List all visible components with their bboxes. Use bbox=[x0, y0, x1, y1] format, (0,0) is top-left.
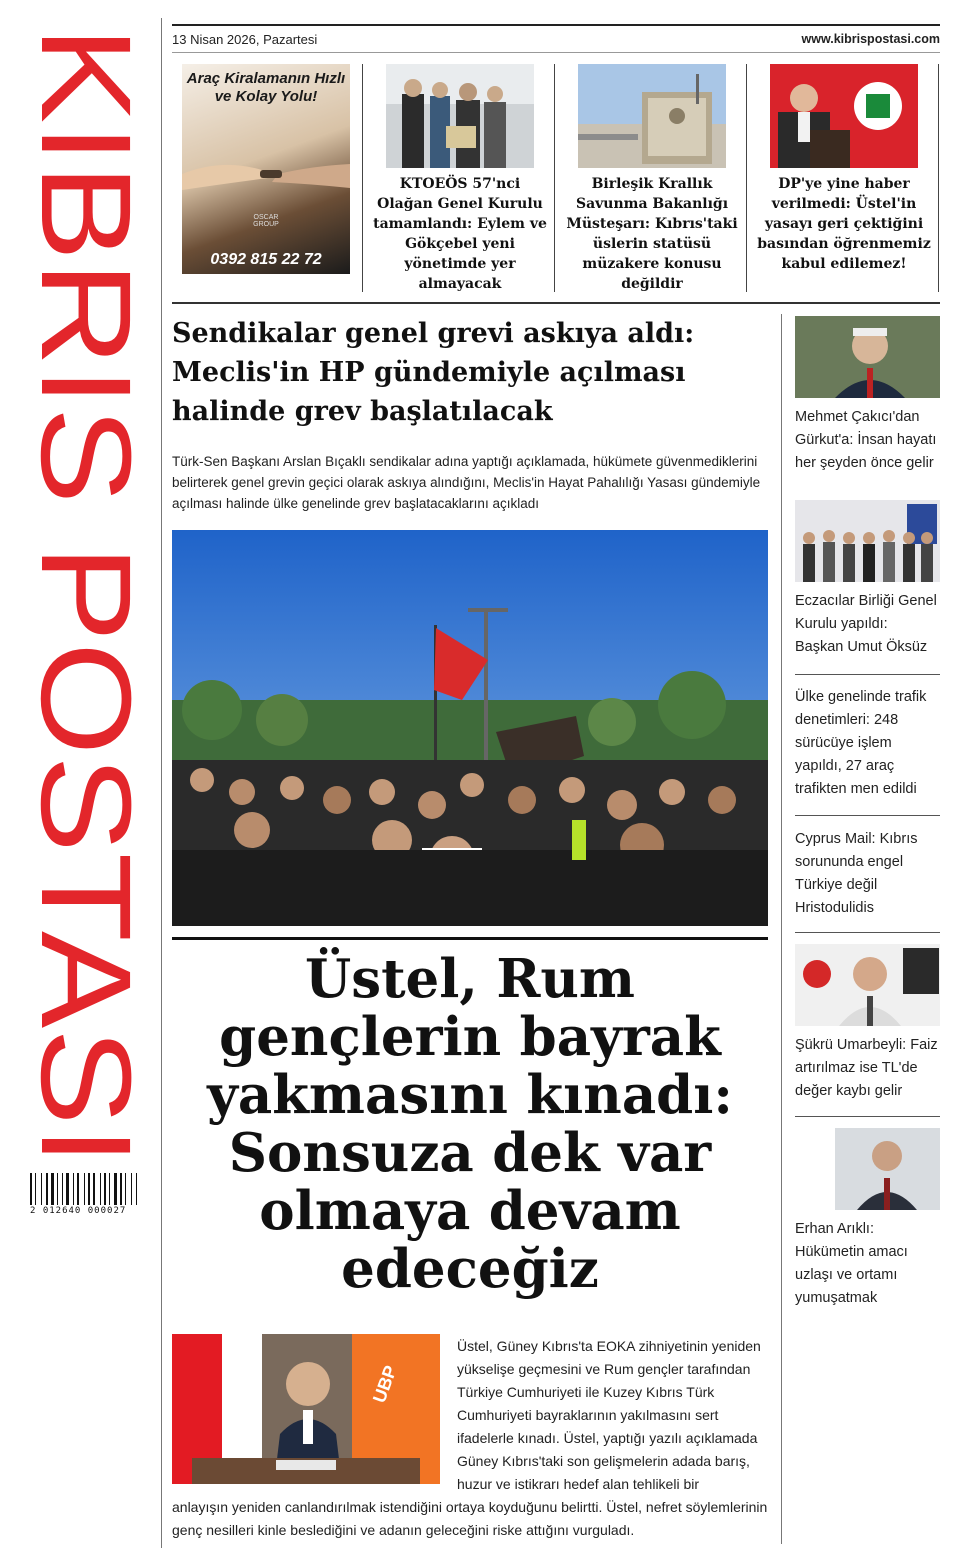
masthead-logo bbox=[14, 22, 157, 1172]
barcode-bar bbox=[33, 1173, 34, 1205]
barcode-number: 2 012640 000027 bbox=[30, 1206, 127, 1216]
barcode-bar bbox=[131, 1173, 132, 1205]
barcode-bar bbox=[80, 1173, 83, 1205]
barcode-bar bbox=[100, 1173, 101, 1205]
barcode-bar bbox=[109, 1173, 110, 1205]
sidebar-photo bbox=[795, 316, 940, 398]
barcode-bar bbox=[84, 1173, 85, 1205]
section-rule bbox=[172, 937, 768, 940]
barcode-bar bbox=[57, 1173, 58, 1205]
section-rule bbox=[172, 302, 940, 304]
sidebar-photo bbox=[795, 944, 940, 1026]
sidebar-rule bbox=[795, 815, 940, 816]
sidebar-title: Eczacılar Birliği Genel Kurulu yapıldı: Başkan Umut Öksüz bbox=[795, 593, 937, 655]
strip-divider bbox=[746, 64, 747, 292]
ad-title: Araç Kiralamanın Hızlı ve Kolay Yolu! bbox=[186, 70, 346, 105]
website-link[interactable]: www.kibrispostasi.com bbox=[801, 32, 940, 46]
barcode-bar bbox=[93, 1173, 95, 1205]
barcode-bar bbox=[138, 1173, 139, 1205]
sidebar-item[interactable] bbox=[795, 944, 940, 1103]
handshake-key-illustration bbox=[182, 144, 350, 204]
barcode-bar bbox=[86, 1173, 87, 1205]
lead-summary: Türk-Sen Başkanı Arslan Bıçaklı sendikalar adına yaptığı açıklamada, hükümete güvenmediklerini belirterek genel grevin geçici olarak askıya alındığını, Meclis'in Hayat Pahalılığı Yasası gündemiyle açılması halinde ülke genelinde grev başlatacaklarını açıkladı bbox=[172, 454, 761, 511]
top-story-1-headline: KTOEÖS 57'nci Olağan Genel Kurulu tamamlandı: Eylem ve Gökçebel yeni yönetimde yer almayacak bbox=[373, 176, 547, 292]
ad-phone: 0392 815 22 72 bbox=[210, 251, 322, 268]
barcode bbox=[30, 1173, 152, 1219]
lead-headline[interactable]: Sendikalar genel grevi askıya aldı: Meclis'in HP gündemiyle açılması halinde grev başlatılacak bbox=[172, 318, 695, 427]
sidebar-photo bbox=[795, 1128, 940, 1210]
top-bar bbox=[172, 24, 940, 53]
top-story-2-headline: Birleşik Krallık Savunma Bakanlığı Müsteşarı: Kıbrıs'taki üslerin statüsü müzakere konusu değildir bbox=[566, 176, 738, 292]
sidebar-title: Şükrü Umarbeyli: Faiz artırılmaz ise TL'de değer kaybı gelir bbox=[795, 1037, 938, 1099]
sidebar-item[interactable] bbox=[795, 500, 940, 659]
barcode-bar bbox=[46, 1173, 48, 1205]
barcode-bar bbox=[66, 1173, 69, 1205]
barcode-bar bbox=[37, 1173, 40, 1205]
sidebar-rule bbox=[795, 1116, 940, 1117]
sidebar-title: Erhan Arıklı: Hükümetin amacı uzlaşı ve ortamı yumuşatmak bbox=[795, 1221, 908, 1306]
barcode-bar bbox=[125, 1173, 126, 1205]
barcode-bar bbox=[41, 1173, 42, 1205]
top-story-2-photo bbox=[578, 64, 726, 168]
barcode-bar bbox=[136, 1173, 137, 1205]
barcode-bar bbox=[70, 1173, 72, 1205]
barcode-bar bbox=[59, 1173, 61, 1205]
main-story-photo[interactable] bbox=[172, 1334, 440, 1484]
oscar-group-logo: OSCAR GROUP bbox=[253, 214, 279, 228]
barcode-bar bbox=[43, 1173, 45, 1205]
sidebar-title: Cyprus Mail: Kıbrıs sorununda engel Türkiye değil Hristodulidis bbox=[795, 831, 918, 916]
barcode-bars bbox=[30, 1173, 152, 1205]
barcode-bar bbox=[77, 1173, 79, 1205]
main-story-body-continued: anlayışın yeniden canlandırılmak istendiğini ortaya koyduğunu belirtti. Üstel, nefret söylemlerinin genç nesilleri kinle beslediğini ve adanın geleceğini riske attığını vurguladı. bbox=[172, 1499, 768, 1538]
barcode-bar bbox=[49, 1173, 50, 1205]
masthead-svg bbox=[14, 22, 157, 1172]
top-news-strip bbox=[172, 60, 940, 296]
barcode-bar bbox=[35, 1173, 36, 1205]
barcode-bar bbox=[104, 1173, 106, 1205]
sidebar-item[interactable] bbox=[795, 316, 940, 475]
masthead-divider bbox=[161, 18, 162, 1548]
barcode-bar bbox=[114, 1173, 117, 1205]
barcode-bar bbox=[51, 1173, 54, 1205]
issue-date: 13 Nisan 2026, Pazartesi bbox=[172, 31, 318, 47]
main-story-headline[interactable]: Üstel, Rum gençlerin bayrak yakmasını kınadı: Sonsuza dek var olmaya devam edeceğiz bbox=[207, 948, 733, 1300]
sidebar-photo bbox=[795, 500, 940, 582]
main-story-body: Üstel, Güney Kıbrıs'ta EOKA zihniyetinin yeniden yükselişe geçmesini ve Rum gençler tarafından Türkiye Cumhuriyeti ile Kuzey Kıbrıs Türk Cumhuriyeti bayraklarının yakılmasını sert ifadelerle kınadı. Üstel, yaptığı yazılı açıklamada Güney Kıbrıs'taki son gelişmelerin adada barış, huzur ve istikrarı hedef alan tehlikeli bir bbox=[457, 1338, 761, 1492]
top-story-3-headline: DP'ye yine haber verilmedi: Üstel'in yasayı geri çektiğini basından öğrenmemiz kabul edilemez! bbox=[757, 176, 931, 272]
strip-divider bbox=[362, 64, 363, 292]
sidebar-divider bbox=[781, 314, 782, 1544]
barcode-bar bbox=[118, 1173, 119, 1205]
barcode-bar bbox=[96, 1173, 99, 1205]
barcode-bar bbox=[123, 1173, 124, 1205]
barcode-bar bbox=[88, 1173, 90, 1205]
barcode-bar bbox=[30, 1173, 32, 1205]
barcode-bar bbox=[107, 1173, 108, 1205]
barcode-bar bbox=[55, 1173, 56, 1205]
barcode-bar bbox=[75, 1173, 76, 1205]
barcode-bar bbox=[120, 1173, 122, 1205]
barcode-bar bbox=[102, 1173, 103, 1205]
barcode-bar bbox=[64, 1173, 65, 1205]
barcode-bar bbox=[133, 1173, 135, 1205]
top-story-3-photo bbox=[770, 64, 918, 168]
lead-protest-photo[interactable] bbox=[172, 530, 768, 926]
masthead-title: KIBRIS POSTASI bbox=[14, 26, 157, 1027]
sidebar-title: Ülke genelinde trafik denetimleri: 248 sürücüye işlem yapıldı, 27 araç trafikten men edildi bbox=[795, 689, 927, 797]
barcode-bar bbox=[127, 1173, 130, 1205]
strip-divider bbox=[554, 64, 555, 292]
sidebar-title: Mehmet Çakıcı'dan Gürkut'a: İnsan hayatı her şeyden önce gelir bbox=[795, 409, 937, 471]
barcode-bar bbox=[62, 1173, 63, 1205]
car-rental-ad[interactable] bbox=[182, 64, 350, 274]
strip-divider bbox=[938, 64, 939, 292]
top-story-1-photo bbox=[386, 64, 534, 168]
barcode-bar bbox=[111, 1173, 113, 1205]
sidebar-item[interactable] bbox=[795, 820, 940, 920]
ubp-logo-text: UBP bbox=[368, 1362, 401, 1406]
barcode-bar bbox=[91, 1173, 92, 1205]
sidebar-rule bbox=[795, 674, 940, 675]
barcode-bar bbox=[73, 1173, 74, 1205]
sidebar-item[interactable] bbox=[795, 1128, 940, 1310]
sidebar-rule bbox=[795, 932, 940, 933]
sidebar-item[interactable] bbox=[795, 678, 940, 801]
